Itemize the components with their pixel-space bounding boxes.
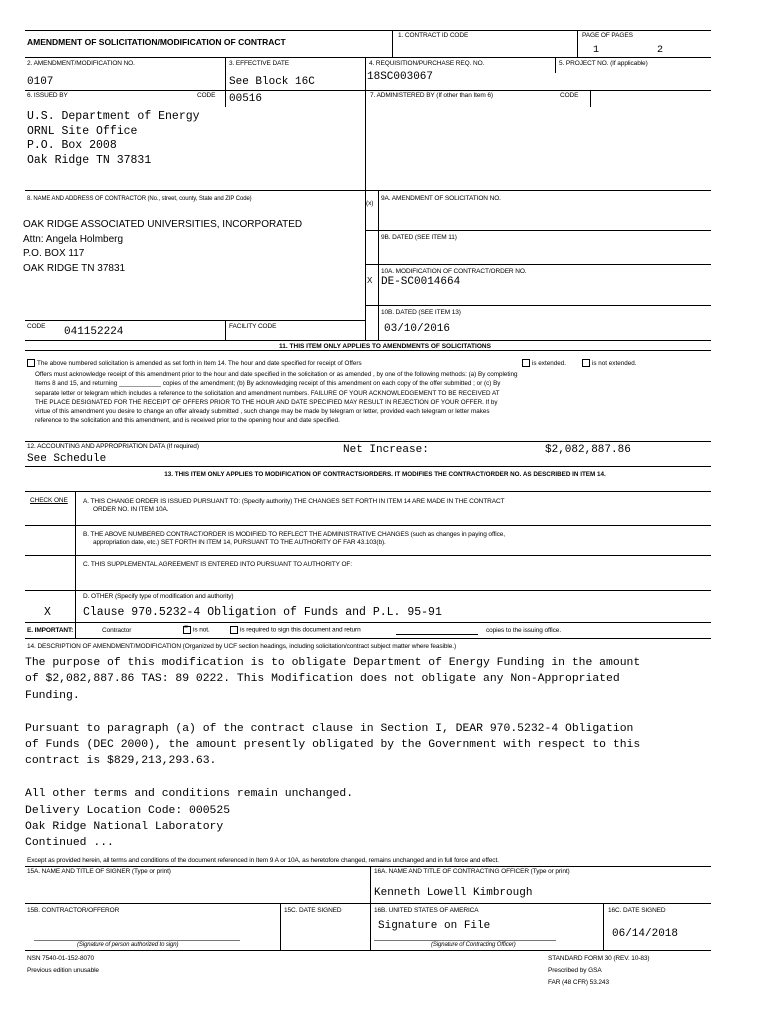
option-d-value: Clause 970.5232-4 Obligation of Funds and P.L. 95-91 bbox=[83, 606, 442, 619]
item11-para-line: Offers must acknowledge receipt of this amendment prior to the hour and date specified in the solicitation or as amended , by one of the following methods: (a) By completing bbox=[35, 371, 518, 378]
net-increase-value: $2,082,887.86 bbox=[545, 444, 631, 456]
contractor-address bbox=[23, 218, 302, 276]
contractor-date-label: 15C. DATE SIGNED bbox=[284, 907, 342, 914]
rule bbox=[25, 340, 711, 341]
accounting-value: See Schedule bbox=[27, 453, 107, 465]
issuer-line: P.O. Box 2008 bbox=[27, 139, 117, 152]
modification-10a-value: DE-SC0014664 bbox=[381, 276, 461, 288]
description-line: The purpose of this modification is to obligate Department of Energy Funding in the amount bbox=[25, 657, 641, 669]
not-extended-option bbox=[582, 359, 636, 368]
rule bbox=[365, 57, 366, 340]
item11-para-line: separate letter or telegram which includes a reference to the solicitation and amendment numbers. FAILURE OF YOUR ACKNOWLEDGEMENT TO BE RECEIVED AT bbox=[35, 389, 500, 397]
previous-edition: Previous edition unusable bbox=[27, 967, 99, 974]
standard-form: STANDARD FORM 30 (REV. 10-83) bbox=[548, 955, 650, 962]
rule bbox=[25, 590, 711, 591]
requisition-value: 18SC003067 bbox=[367, 71, 434, 83]
copies-blank[interactable] bbox=[396, 634, 478, 635]
signature-person-caption: (Signature of person authorized to sign) bbox=[77, 942, 179, 948]
rule bbox=[280, 903, 281, 950]
facility-code-label: FACILITY CODE bbox=[229, 323, 277, 330]
option-a-line2: ORDER NO. IN ITEM 10A. bbox=[93, 506, 169, 513]
item11-para-line: Items 8 and 15, and returning ____________ copies of the amendment; (b) By acknowledging receipt of this amendment on each copy of the offer submitted ; or (c) By bbox=[35, 380, 501, 388]
rule bbox=[25, 491, 711, 492]
description-line: of $2,082,887.86 TAS: 89 0222. This Modification does not obligate any Non-Appropriated bbox=[25, 673, 620, 686]
rule bbox=[25, 441, 711, 442]
rule bbox=[590, 90, 591, 107]
checkbox-icon[interactable] bbox=[522, 359, 530, 367]
item11-title: 11. THIS ITEM ONLY APPLIES TO AMENDMENTS OF SOLICITATIONS bbox=[279, 343, 491, 350]
description-line bbox=[25, 704, 640, 720]
dated-10b-value: 03/10/2016 bbox=[384, 323, 451, 335]
except-statement: Except as provided herein, all terms and conditions of the document referenced in Item 9 A or 10A, as heretofore changed, remains unchanged and in full force and effect. bbox=[27, 857, 499, 864]
administered-code-label: CODE bbox=[560, 92, 579, 99]
rule bbox=[603, 903, 604, 950]
contractor-line: OAK RIDGE ASSOCIATED UNIVERSITIES, INCORPORATED bbox=[23, 219, 303, 230]
signer-name-label: 15A. NAME AND TITLE OF SIGNER (Type or print) bbox=[27, 868, 171, 875]
accounting-label: 12. ACCOUNTING AND APPROPRIATION DATA (If required) bbox=[27, 443, 199, 450]
checkbox-icon[interactable] bbox=[230, 626, 238, 634]
net-increase-label: Net Increase: bbox=[343, 444, 429, 456]
rule bbox=[577, 30, 578, 57]
option-d-mark: X bbox=[44, 606, 51, 619]
rule bbox=[25, 320, 365, 321]
item11-para-line: reference to the solicitation and this amendment, and is received prior to the opening hour and date specified. bbox=[35, 417, 340, 425]
option-b-line1: B. THE ABOVE NUMBERED CONTRACT/ORDER IS MODIFIED TO REFLECT THE ADMINISTRATIVE CHANGES (such as changes in paying office, bbox=[83, 531, 505, 538]
contractor-label: 8. NAME AND ADDRESS OF CONTRACTOR (No., street, county, State and ZIP Code) bbox=[27, 196, 252, 202]
option-d-line: D. OTHER (Specify type of modification and authority) bbox=[83, 593, 234, 600]
important-contractor: Contractor bbox=[102, 627, 132, 634]
item11-para-line: THE PLACE DESIGNATED FOR THE RECEIPT OF OFFERS PRIOR TO THE HOUR AND DATE SPECIFIED MAY RESULT IN REJECTION OF YOUR OFFER. If by bbox=[35, 398, 498, 406]
issuer-line: U.S. Department of Energy bbox=[27, 110, 200, 123]
effective-date-value: See Block 16C bbox=[229, 76, 315, 88]
rule bbox=[25, 190, 711, 191]
united-states-label: 16B. UNITED STATES OF AMERICA bbox=[374, 907, 479, 914]
rule bbox=[225, 320, 226, 340]
dated-9b-label: 9B. DATED (SEE ITEM 11) bbox=[381, 234, 457, 241]
checked-box-icon[interactable]: × bbox=[183, 626, 191, 634]
is-not-option bbox=[183, 626, 210, 634]
page-of-pages-label: PAGE OF PAGES bbox=[582, 32, 633, 39]
issued-code-value: 00516 bbox=[229, 93, 263, 105]
rule bbox=[25, 525, 711, 526]
description-line: contract is $829,213,293.63. bbox=[25, 755, 217, 768]
contractor-offeror-label: 15B. CONTRACTOR/OFFEROR bbox=[27, 907, 120, 914]
far-reference: FAR (48 CFR) 53.243 bbox=[548, 979, 609, 986]
amendment-9a-label: 9A. AMENDMENT OF SOLICITATION NO. bbox=[381, 195, 501, 202]
is-required-label: is required to sign this document and return bbox=[240, 626, 361, 634]
dated-10b-label: 10B. DATED (SEE ITEM 13) bbox=[381, 309, 461, 316]
amendment-no-value: 0107 bbox=[27, 76, 54, 88]
modification-10a-label: 10A. MODIFICATION OF CONTRACT/ORDER NO. bbox=[381, 268, 527, 275]
rule bbox=[25, 466, 711, 467]
description-line: of Funds (DEC 2000), the amount presently obligated by the Government with respect to this bbox=[25, 739, 641, 752]
officer-name-value: Kenneth Lowell Kimbrough bbox=[374, 887, 533, 899]
rule bbox=[370, 866, 371, 950]
form-title: AMENDMENT OF SOLICITATION/MODIFICATION OF CONTRACT bbox=[27, 37, 286, 47]
description-line: All other terms and conditions remain unchanged. bbox=[25, 788, 354, 801]
item11-paragraph bbox=[35, 370, 518, 426]
issued-by-label: 6. ISSUED BY bbox=[27, 92, 68, 99]
rule bbox=[25, 57, 711, 58]
check-one-label: CHECK ONE bbox=[30, 497, 68, 504]
description-line: Funding. bbox=[25, 689, 80, 702]
issuer-address bbox=[27, 110, 200, 168]
contractor-line: Attn: Angela Holmberg bbox=[23, 233, 124, 245]
is-required-option bbox=[230, 626, 361, 634]
officer-name-label: 16A. NAME AND TITLE OF CONTRACTING OFFICER (Type or print) bbox=[374, 868, 570, 875]
rule bbox=[25, 30, 711, 31]
item11-text: The above numbered solicitation is amended as set forth in Item 14. The hour and date specified for receipt of Offers bbox=[37, 360, 362, 367]
issuer-line: Oak Ridge TN 37831 bbox=[27, 153, 152, 167]
description-line bbox=[25, 770, 640, 786]
effective-date-label: 3. EFFECTIVE DATE bbox=[229, 60, 289, 67]
option-c-line: C. THIS SUPPLEMENTAL AGREEMENT IS ENTERED INTO PURSUANT TO AUTHORITY OF: bbox=[83, 561, 352, 568]
extended-label: is extended. bbox=[532, 360, 566, 367]
description-line: Continued ... bbox=[25, 837, 114, 850]
officer-signature-line bbox=[374, 940, 556, 941]
project-no-label: 5. PROJECT NO. (If applicable) bbox=[559, 60, 648, 67]
not-extended-label: is not extended. bbox=[592, 360, 637, 367]
description-line: Oak Ridge National Laboratory bbox=[25, 821, 224, 834]
option-a-line1: A. THIS CHANGE ORDER IS ISSUED PURSUANT TO: (Specify authority) THE CHANGES SET FORTH IN ITEM 14 ARE MADE IN THE CONTRACT bbox=[83, 498, 505, 505]
requisition-label: 4. REQUISITION/PURCHASE REQ. NO. bbox=[369, 60, 485, 67]
x-marker: (x) bbox=[366, 200, 374, 207]
item11-para-line: virtue of this amendment you desire to change an offer already submitted , such change may be made by telegram or letter, provided each telegram or letter makes bbox=[35, 408, 490, 416]
issued-code-label: CODE bbox=[197, 92, 216, 99]
important-label: E. IMPORTANT: bbox=[27, 627, 74, 634]
item11-line1 bbox=[27, 359, 362, 368]
page-count: 2 bbox=[657, 45, 664, 56]
rule bbox=[25, 638, 711, 639]
rule bbox=[225, 57, 226, 107]
description-body bbox=[25, 655, 640, 852]
is-not-label: is not. bbox=[193, 626, 210, 634]
page-number: 1 bbox=[593, 45, 600, 56]
rule bbox=[25, 903, 711, 904]
rule bbox=[25, 950, 711, 951]
rule bbox=[25, 350, 711, 351]
rule bbox=[25, 622, 711, 623]
rule bbox=[365, 230, 711, 231]
prescribed-by: Prescribed by GSA bbox=[548, 967, 602, 974]
contractor-code-label: CODE bbox=[27, 323, 46, 330]
contract-id-label: 1. CONTRACT ID CODE bbox=[398, 32, 469, 39]
copies-label: copies to the issuing office. bbox=[486, 627, 562, 634]
rule bbox=[555, 57, 556, 73]
rule bbox=[378, 190, 379, 340]
option-b-line2: appropriation date, etc.) SET FORTH IN ITEM 14, PURSUANT TO THE AUTHORITY OF FAR 43.103(b). bbox=[93, 539, 386, 546]
checkbox-icon[interactable] bbox=[27, 359, 35, 367]
contractor-line: OAK RIDGE TN 37831 bbox=[23, 262, 126, 274]
signature-officer-caption: (Signature of Contracting Officer) bbox=[431, 942, 516, 948]
checkbox-icon[interactable] bbox=[582, 359, 590, 367]
contractor-signature-line[interactable] bbox=[34, 940, 240, 941]
rule bbox=[365, 264, 711, 265]
description-line: Pursuant to paragraph (a) of the contract clause in Section I, DEAR 970.5232-4 Obligation bbox=[25, 722, 634, 735]
item13-title: 13. THIS ITEM ONLY APPLIES TO MODIFICATION OF CONTRACTS/ORDERS. IT MODIFIES THE CONTRACT/ORDER NO. AS DESCRIBED IN ITEM 14. bbox=[164, 471, 606, 478]
rule bbox=[365, 305, 711, 306]
description-line: Delivery Location Code: 000525 bbox=[25, 804, 231, 817]
description-label: 14. DESCRIPTION OF AMENDMENT/MODIFICATION (Organized by UCF section headings, including solicitation/contract subject matter where feasible.) bbox=[27, 643, 457, 650]
contractor-code-value: 041152224 bbox=[64, 326, 124, 338]
rule bbox=[25, 90, 711, 91]
nsn-number: NSN 7540-01-152-8070 bbox=[27, 955, 95, 962]
officer-date-label: 16C. DATE SIGNED bbox=[608, 907, 666, 914]
amendment-no-label: 2. AMENDMENT/MODIFICATION NO. bbox=[27, 60, 135, 67]
officer-signature-value: Signature on File bbox=[378, 920, 491, 932]
officer-date-value: 06/14/2018 bbox=[612, 928, 679, 940]
administered-by-label: 7. ADMINISTERED BY (If other than Item 6) bbox=[370, 92, 493, 99]
rule bbox=[75, 491, 76, 638]
rule bbox=[25, 555, 711, 556]
issuer-line: ORNL Site Office bbox=[27, 124, 138, 138]
rule bbox=[392, 30, 393, 57]
extended-option bbox=[522, 359, 566, 368]
contractor-line: P.O. BOX 117 bbox=[23, 248, 85, 259]
x-10a-mark: X bbox=[367, 276, 373, 285]
rule bbox=[25, 866, 711, 867]
